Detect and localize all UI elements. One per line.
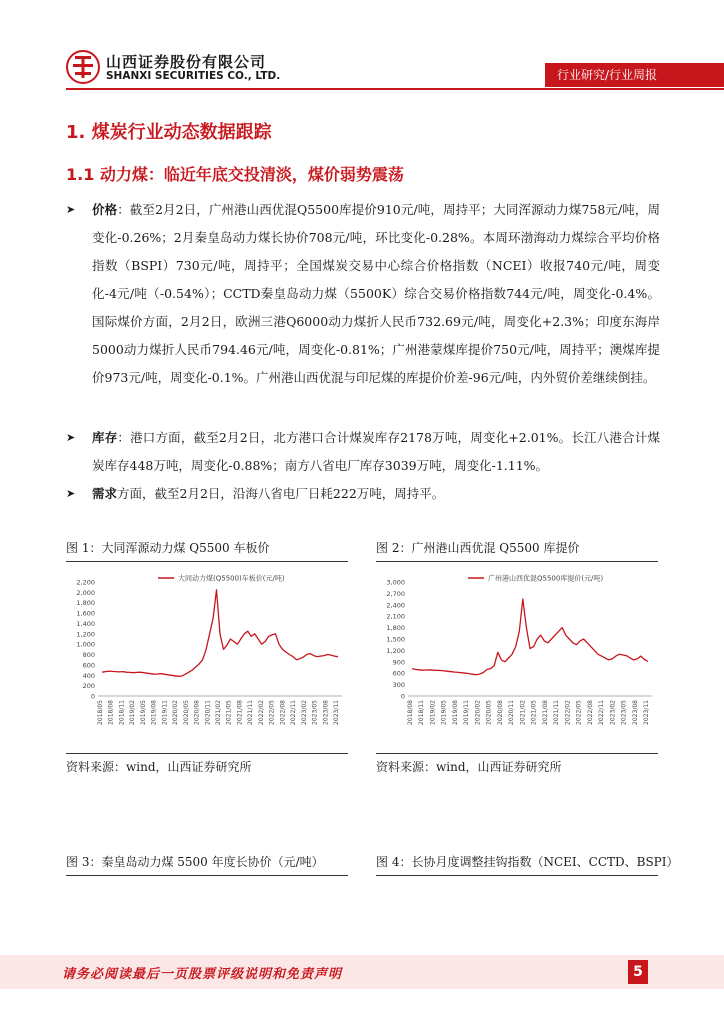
x-tick-label: 2019/02: [129, 700, 137, 725]
figure-4-title: 图 4：长协月度调整挂钩指数（NCEI、CCTD、BSPI）: [376, 852, 658, 876]
company-name-en: SHANXI SECURITIES CO., LTD.: [106, 70, 281, 82]
y-tick-label: 600: [82, 661, 95, 670]
x-tick-label: 2021/08: [541, 700, 549, 725]
company-name-cn: 山西证券股份有限公司: [106, 53, 267, 71]
figure-1-source: 资料来源：wind，山西证券研究所: [66, 753, 348, 775]
arrow-bullet-icon: ➤: [66, 203, 76, 216]
x-tick-label: 2023/02: [300, 700, 308, 725]
x-tick-label: 2020/02: [172, 700, 180, 725]
x-tick-label: 2022/08: [279, 700, 287, 725]
y-tick-label: 1,500: [386, 635, 405, 644]
figure-1-title: 图 1：大同浑源动力煤 Q5500 车板价: [66, 538, 348, 562]
x-tick-label: 2018/11: [118, 700, 126, 725]
y-tick-label: 400: [82, 671, 95, 680]
report-category: 行业研究/行业周报: [545, 63, 724, 87]
x-tick-label: 2023/11: [643, 700, 650, 725]
arrow-bullet-icon: ➤: [66, 431, 76, 444]
x-tick-label: 2022/02: [564, 700, 572, 725]
y-tick-label: 200: [82, 682, 95, 691]
x-tick-label: 2022/08: [586, 700, 594, 725]
x-tick-label: 2019/05: [440, 700, 448, 725]
section-heading: 1. 煤炭行业动态数据跟踪: [66, 122, 272, 143]
x-tick-label: 2023/02: [609, 700, 617, 725]
figure-2-source: 资料来源：wind，山西证券研究所: [376, 753, 658, 775]
x-tick-label: 2021/05: [530, 700, 538, 725]
bullet-demand: [66, 480, 660, 508]
bullet-lead: 库存: [92, 430, 118, 445]
bullet-price: [66, 196, 660, 392]
x-tick-label: 2020/02: [474, 700, 482, 725]
y-tick-label: 0: [90, 692, 95, 701]
y-tick-label: 3,000: [386, 578, 405, 587]
y-tick-label: 800: [82, 651, 95, 660]
x-tick-label: 2019/11: [161, 700, 169, 725]
y-tick-label: 1,000: [76, 640, 95, 649]
bullet-text: 方面，截至2月2日，沿海八省电厂日耗222万吨，周持平。: [117, 486, 445, 501]
x-tick-label: 2021/08: [236, 700, 244, 725]
x-tick-label: 2023/05: [620, 700, 628, 725]
x-tick-label: 2019/08: [150, 700, 158, 725]
disclaimer-text: 请务必阅读最后一页股票评级说明和免责声明: [62, 967, 343, 982]
y-tick-label: 2,200: [76, 578, 95, 587]
legend-label: 大同动力煤(Q5500)车板价(元/吨): [178, 574, 285, 583]
series-line: [102, 590, 338, 677]
y-tick-label: 300: [392, 681, 405, 690]
bullet-text: ：截至2月2日，广州港山西优混Q5500库提价910元/吨，周持平；大同浑源动力煤758元/吨，周变化-0.26%；2月秦皇岛动力煤长协价708元/吨，环比变化-0.28%。本周环渤海动力煤综合平均价格指数（BSPI）730元/吨，周持平；全国煤炭交易中心综合价格指数（NCEI）收报740元/吨，周变化-4元/吨（-0.54%）；CCTD秦皇岛动力煤（5500K）综合交易价格指数744元/吨，周变化-0.4%。国际煤价方面，2月2日，欧洲三港Q6000动力煤折人民币732.69元/吨，周变化+2.3%；印度东海岸5000动力煤折人民币794.46元/吨，周变化-0.81%；广州港蒙煤库提价750元/吨，周持平；澳煤库提价973元/吨，周变化-0.1%。广州港山西优混与印尼煤的库提价价差-96元/吨，内外贸价差继续倒挂。: [92, 202, 660, 385]
x-tick-label: 2022/05: [575, 700, 583, 725]
x-tick-label: 2023/11: [333, 700, 340, 725]
series-line: [412, 599, 648, 675]
figure-2-title: 图 2：广州港山西优混 Q5500 库提价: [376, 538, 658, 562]
x-tick-label: 2023/08: [631, 700, 639, 725]
x-tick-label: 2022/11: [290, 700, 298, 725]
x-tick-label: 2019/08: [451, 700, 459, 725]
shanxi-securities-logo-icon: [66, 50, 100, 84]
y-tick-label: 900: [392, 658, 405, 667]
x-tick-label: 2021/02: [215, 700, 222, 725]
x-tick-label: 2020/08: [193, 700, 201, 725]
legend-label: 广州港山西优混Q5500库提价(元/吨): [488, 574, 604, 583]
x-tick-label: 2023/08: [322, 700, 330, 725]
y-tick-label: 600: [392, 669, 405, 678]
figure-3-title: 图 3：秦皇岛动力煤 5500 年度长协价（元/吨）: [66, 852, 348, 876]
y-tick-label: 2,000: [76, 588, 95, 597]
x-tick-label: 2022/11: [598, 700, 606, 725]
x-tick-label: 2018/08: [407, 700, 414, 725]
x-tick-label: 2022/02: [257, 700, 265, 725]
x-tick-label: 2021/05: [225, 700, 233, 725]
chart-datong-price: [66, 568, 348, 750]
y-tick-label: 1,400: [76, 619, 95, 628]
x-tick-label: 2020/05: [485, 700, 493, 725]
y-tick-label: 2,700: [386, 589, 405, 598]
y-tick-label: 2,100: [386, 612, 405, 621]
x-tick-label: 2020/05: [182, 700, 190, 725]
x-tick-label: 2019/05: [139, 700, 147, 725]
page-header: [0, 0, 724, 95]
y-tick-label: 2,400: [386, 601, 405, 610]
y-tick-label: 1,200: [386, 646, 405, 655]
y-tick-label: 1,600: [76, 609, 95, 618]
x-tick-label: 2020/11: [508, 700, 516, 725]
x-tick-label: 2018/08: [107, 700, 115, 725]
bullet-lead: 价格: [92, 202, 118, 217]
y-tick-label: 0: [400, 692, 405, 701]
x-tick-label: 2019/11: [463, 700, 471, 725]
x-tick-label: 2021/02: [519, 700, 527, 725]
subsection-heading: 1.1 动力煤：临近年底交投清淡，煤价弱势震荡: [66, 165, 404, 184]
bullet-text: ：港口方面，截至2月2日，北方港口合计煤炭库存2178万吨，周变化+2.01%。长江八港合计煤炭库存448万吨，周变化-0.88%；南方八省电厂库存3039万吨，周变化-1.11%。: [92, 430, 660, 473]
x-tick-label: 2021/11: [553, 700, 561, 725]
bullet-lead: 需求: [92, 486, 118, 501]
x-tick-label: 2022/05: [268, 700, 276, 725]
x-tick-label: 2018/11: [418, 700, 426, 725]
page-number: 5: [628, 960, 648, 984]
y-tick-label: 1,800: [386, 624, 405, 633]
x-tick-label: 2021/11: [247, 700, 255, 725]
chart-guangzhou-price: [376, 568, 658, 750]
y-tick-label: 1,800: [76, 599, 95, 608]
header-divider: [66, 88, 724, 90]
x-tick-label: 2020/08: [496, 700, 504, 725]
bullet-inventory: [66, 424, 660, 480]
x-tick-label: 2019/02: [429, 700, 437, 725]
y-tick-label: 1,200: [76, 630, 95, 639]
arrow-bullet-icon: ➤: [66, 487, 76, 500]
x-tick-label: 2023/05: [311, 700, 319, 725]
x-tick-label: 2018/05: [97, 700, 104, 725]
x-tick-label: 2020/11: [204, 700, 212, 725]
